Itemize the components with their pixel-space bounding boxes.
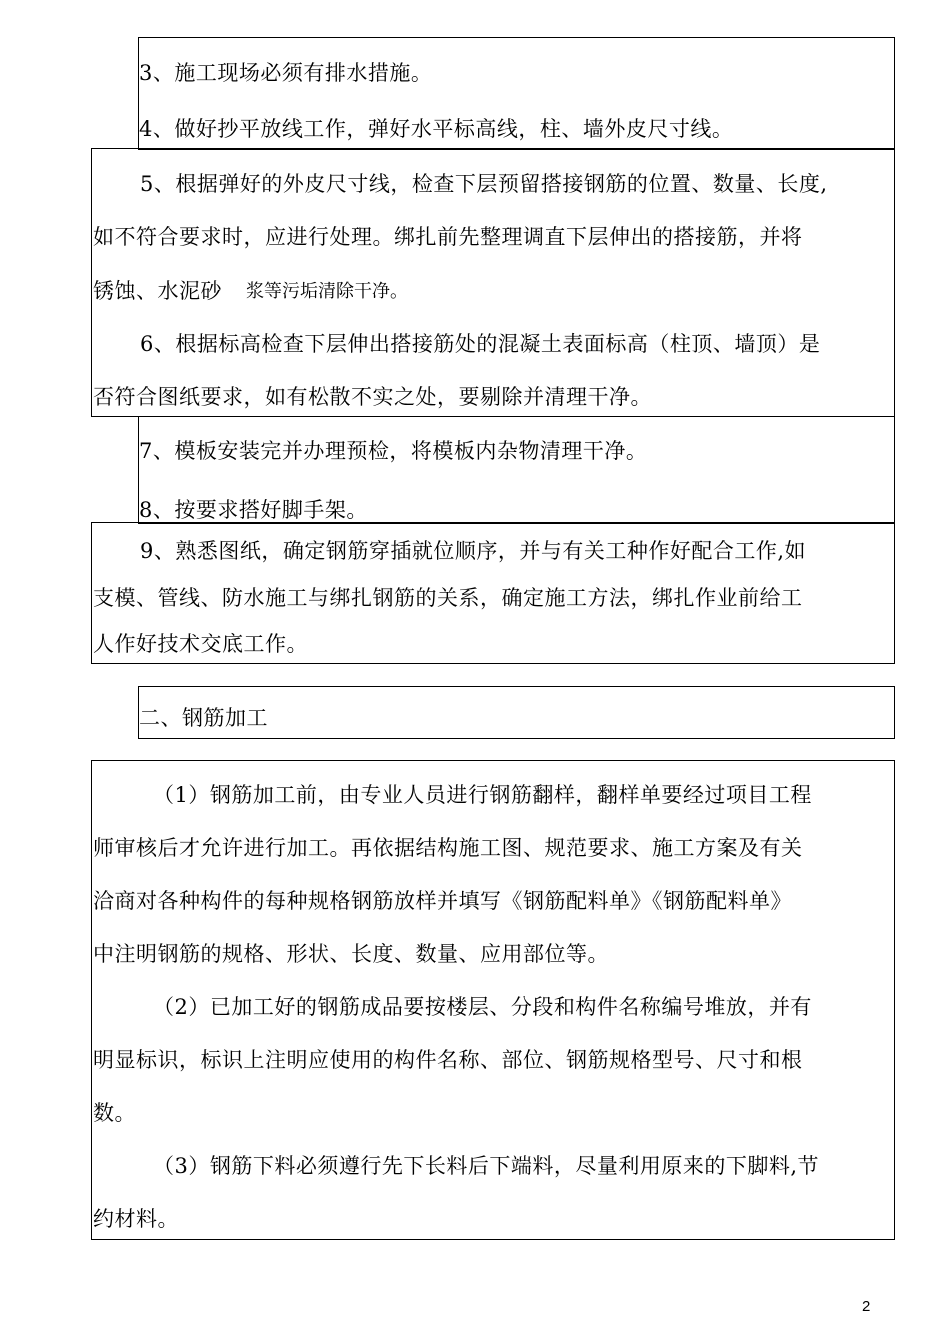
item-9-line-2: 支模、管线、防水施工与绑扎钢筋的关系，确定施工方法，绑扎作业前给工 xyxy=(93,586,803,610)
item-9-line-3: 人作好技术交底工作。 xyxy=(93,632,308,656)
item-9-line-1: 9、熟悉图纸，确定钢筋穿插就位顺序，并与有关工种作好配合工作,如 xyxy=(140,539,807,563)
section-heading: 二、钢筋加工 xyxy=(139,706,268,730)
item-5-line-3a: 锈蚀、水泥砂 xyxy=(93,279,222,303)
para-1-line-3: 洽商对各种构件的每种规格钢筋放样并填写《钢筋配料单》《钢筋配料单》 xyxy=(93,889,792,913)
item-5-line-3b: 浆等污垢清除干净。 xyxy=(246,281,408,302)
item-8: 8、按要求搭好脚手架。 xyxy=(139,498,368,522)
para-1-line-4: 中注明钢筋的规格、形状、长度、数量、应用部位等。 xyxy=(93,942,609,966)
page-number: 2 xyxy=(862,1298,871,1315)
item-7: 7、模板安装完并办理预检，将模板内杂物清理干净。 xyxy=(139,439,648,463)
para-2-line-3: 数。 xyxy=(93,1101,136,1125)
item-3: 3、施工现场必须有排水措施。 xyxy=(139,61,433,85)
item-4: 4、做好抄平放线工作，弹好水平标高线，柱、墙外皮尺寸线。 xyxy=(139,117,734,141)
para-1-line-1: （1）钢筋加工前，由专业人员进行钢筋翻样，翻样单要经过项目工程 xyxy=(153,783,812,807)
para-3-line-1: （3）钢筋下料必须遵行先下长料后下端料，尽量利用原来的下脚料,节 xyxy=(153,1154,820,1178)
para-2-line-1: （2）已加工好的钢筋成品要按楼层、分段和构件名称编号堆放，并有 xyxy=(153,995,812,1019)
item-5-line-2: 如不符合要求时，应进行处理。绑扎前先整理调直下层伸出的搭接筋，并将 xyxy=(93,225,803,249)
item-6-line-2: 否符合图纸要求，如有松散不实之处，要剔除并清理干净。 xyxy=(93,385,652,409)
item-5-line-1: 5、根据弹好的外皮尺寸线，检查下层预留搭接钢筋的位置、数量、长度, xyxy=(140,172,828,196)
para-1-line-2: 师审核后才允许进行加工。再依据结构施工图、规范要求、施工方案及有关 xyxy=(93,836,803,860)
para-3-line-2: 约材料。 xyxy=(93,1207,179,1231)
para-2-line-2: 明显标识，标识上注明应使用的构件名称、部位、钢筋规格型号、尺寸和根 xyxy=(93,1048,803,1072)
item-6-line-1: 6、根据标高检查下层伸出搭接筋处的混凝土表面标高（柱顶、墙顶）是 xyxy=(140,332,821,356)
